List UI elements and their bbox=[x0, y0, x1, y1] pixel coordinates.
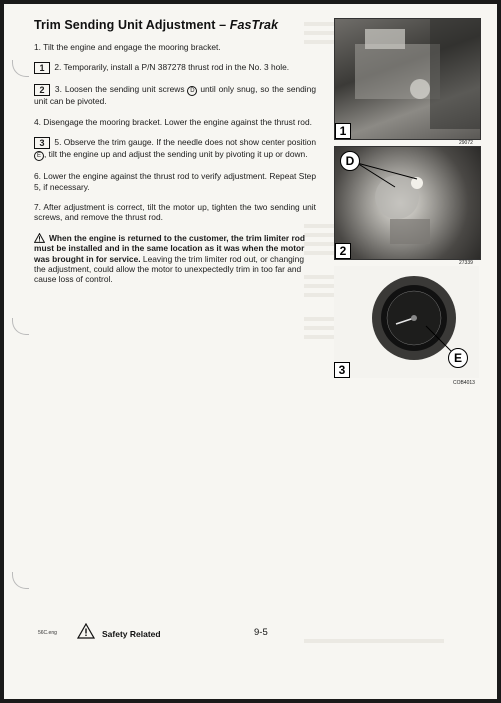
step-5 bbox=[34, 137, 316, 161]
warning-bold-text: When the engine is returned to the customer, the trim limiter rod must be installed and in the same location as it was when the motor was brought in for service. bbox=[34, 232, 305, 264]
figure-code: COB4013 bbox=[453, 380, 475, 386]
page-number: 9-5 bbox=[254, 627, 268, 638]
step-5-text-b: , tilt the engine up and adjust the sending unit by pivoting it up or down. bbox=[44, 149, 308, 160]
callout-ref: D bbox=[187, 86, 197, 96]
callout-d: D bbox=[340, 151, 360, 171]
safety-warning bbox=[34, 233, 316, 285]
step-3-text-a: 3. Loosen the sending unit screws bbox=[54, 84, 188, 95]
figure-number: 3 bbox=[334, 362, 350, 378]
callout-e: E bbox=[448, 348, 468, 368]
figure-ref-box: 2 bbox=[34, 84, 50, 96]
footer-code: 56C.eng bbox=[38, 630, 57, 636]
figure-number: 1 bbox=[335, 123, 351, 139]
step-7: 7. After adjustment is correct, tilt the motor up, tighten the two sending unit screws, and remove the thrust rod. bbox=[34, 202, 316, 223]
title-main: Trim Sending Unit Adjustment – bbox=[34, 18, 230, 32]
figure-ref-box: 3 bbox=[34, 137, 50, 149]
figure-3-gauge bbox=[334, 266, 479, 378]
callout-ref: E bbox=[34, 151, 44, 161]
manual-page bbox=[4, 4, 497, 699]
step-6: 6. Lower the engine against the thrust rod to verify adjustment. Repeat Step 5, if necessary. bbox=[34, 171, 316, 192]
step-2 bbox=[34, 62, 316, 74]
step-5-text-a: 5. Observe the trim gauge. If the needle does not show center position bbox=[54, 137, 316, 148]
page-title bbox=[34, 18, 278, 32]
warning-icon bbox=[34, 233, 45, 243]
margin-mark bbox=[12, 318, 29, 335]
title-brand: FasTrak bbox=[229, 18, 279, 32]
figure-2-photo bbox=[334, 146, 481, 260]
step-3 bbox=[34, 84, 316, 106]
margin-mark bbox=[12, 60, 29, 77]
procedure-text bbox=[34, 42, 316, 295]
engine-photo bbox=[335, 19, 480, 139]
figure-number: 2 bbox=[335, 243, 351, 259]
step-2-text: 2. Temporarily, install a P/N 387278 thrust rod in the No. 3 hole. bbox=[54, 62, 290, 73]
warning-icon bbox=[77, 623, 95, 639]
figure-1-photo bbox=[334, 18, 481, 140]
step-3-text-b: until only snug, so the sending unit can be pivoted. bbox=[34, 84, 316, 107]
margin-mark bbox=[12, 572, 29, 589]
step-4: 4. Disengage the mooring bracket. Lower the engine against the thrust rod. bbox=[34, 116, 312, 127]
figure-code: 29072 bbox=[459, 140, 473, 146]
figure-ref-box: 1 bbox=[34, 62, 50, 74]
footer-safety-label: Safety Related bbox=[102, 629, 161, 639]
step-1: 1. Tilt the engine and engage the mooring bracket. bbox=[34, 42, 221, 52]
warning-text: Leaving the trim limiter rod out, or changing the adjustment, could allow the motor to unexpectedly trim in too far and cause loss of control. bbox=[34, 253, 304, 285]
figure-code: 27339 bbox=[459, 260, 473, 266]
